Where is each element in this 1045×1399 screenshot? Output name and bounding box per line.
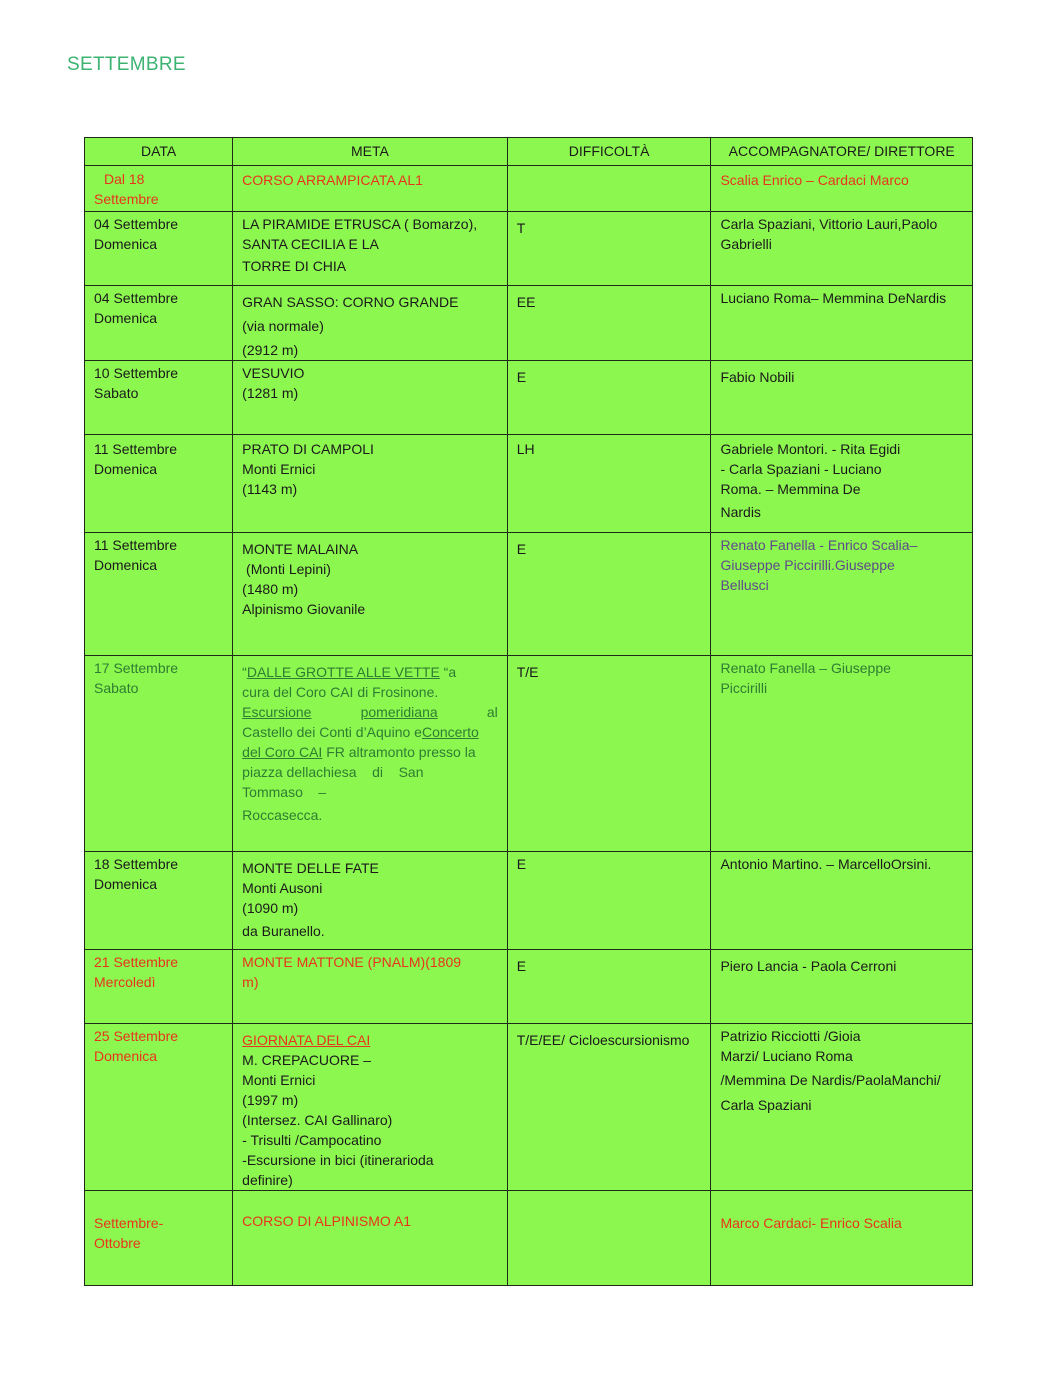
table-row bbox=[85, 950, 973, 1024]
cell-data: 17 Settembre Sabato bbox=[85, 656, 233, 852]
page-title: SETTEMBRE bbox=[67, 54, 186, 75]
cell-data: 11 Settembre Domenica bbox=[85, 435, 233, 533]
cell-accompagnatore: Luciano Roma– Memmina DeNardis bbox=[711, 286, 973, 361]
table-row bbox=[85, 1024, 973, 1191]
table-row bbox=[85, 435, 973, 533]
event-title-link[interactable]: DALLE GROTTE ALLE VETTE bbox=[246, 664, 440, 680]
cell-data: 04 Settembre Domenica bbox=[85, 212, 233, 286]
schedule-table bbox=[84, 137, 973, 1286]
cell-meta: MONTE MALAINA (Monti Lepini) (1480 m) Alpinismo Giovanile bbox=[233, 533, 508, 656]
cell-accompagnatore: Patrizio Ricciotti /Gioia Marzi/ Luciano Roma /Memmina De Nardis/PaolaManchi/ Carla Spaziani bbox=[711, 1024, 973, 1191]
cell-difficolta bbox=[507, 1191, 711, 1286]
header-accompagnatore: ACCOMPAGNATORE/ DIRETTORE bbox=[711, 138, 973, 166]
cell-accompagnatore: Renato Fanella - Enrico Scalia– Giuseppe Piccirilli.Giuseppe Bellusci bbox=[711, 533, 973, 656]
table-row bbox=[85, 286, 973, 361]
cell-meta: MONTE MATTONE (PNALM)(1809 m) bbox=[233, 950, 508, 1024]
cell-meta: CORSO DI ALPINISMO A1 bbox=[233, 1191, 508, 1286]
table-row bbox=[85, 533, 973, 656]
cell-meta: CORSO ARRAMPICATA AL1 bbox=[233, 166, 508, 212]
giornata-del-cai-link[interactable]: GIORNATA DEL CAI bbox=[242, 1032, 371, 1048]
cell-accompagnatore: Piero Lancia - Paola Cerroni bbox=[711, 950, 973, 1024]
cell-meta: MONTE DELLE FATE Monti Ausoni (1090 m) da Buranello. bbox=[233, 852, 508, 950]
cell-data: 21 Settembre Mercoledì bbox=[85, 950, 233, 1024]
cell-difficolta: E bbox=[507, 852, 711, 950]
table-header-row bbox=[85, 138, 973, 166]
cell-meta: PRATO DI CAMPOLI Monti Ernici (1143 m) bbox=[233, 435, 508, 533]
header-data: DATA bbox=[85, 138, 233, 166]
table-row bbox=[85, 1191, 973, 1286]
cell-data: 04 Settembre Domenica bbox=[85, 286, 233, 361]
cell-accompagnatore: Antonio Martino. – MarcelloOrsini. bbox=[711, 852, 973, 950]
cell-difficolta: EE bbox=[507, 286, 711, 361]
table-row bbox=[85, 212, 973, 286]
cell-accompagnatore: Gabriele Montori. - Rita Egidi - Carla Spaziani - Luciano Roma. – Memmina De Nardis bbox=[711, 435, 973, 533]
cell-difficolta bbox=[507, 166, 711, 212]
table-row bbox=[85, 166, 973, 212]
header-difficolta: DIFFICOLTÀ bbox=[507, 138, 711, 166]
cell-difficolta: E bbox=[507, 361, 711, 435]
header-meta: META bbox=[233, 138, 508, 166]
table-row bbox=[85, 852, 973, 950]
cell-accompagnatore: Renato Fanella – Giuseppe Piccirilli bbox=[711, 656, 973, 852]
cell-accompagnatore: Fabio Nobili bbox=[711, 361, 973, 435]
cell-meta: LA PIRAMIDE ETRUSCA ( Bomarzo), SANTA CECILIA E LA TORRE DI CHIA bbox=[233, 212, 508, 286]
cell-difficolta: LH bbox=[507, 435, 711, 533]
cell-data: Settembre- Ottobre bbox=[85, 1191, 233, 1286]
cell-accompagnatore: Marco Cardaci- Enrico Scalia bbox=[711, 1191, 973, 1286]
cell-difficolta: E bbox=[507, 533, 711, 656]
cell-difficolta: T/E bbox=[507, 656, 711, 852]
cell-meta: GRAN SASSO: CORNO GRANDE (via normale) (2912 m) bbox=[233, 286, 508, 361]
cell-meta: VESUVIO (1281 m) bbox=[233, 361, 508, 435]
cell-data: 25 Settembre Domenica bbox=[85, 1024, 233, 1191]
table-row bbox=[85, 656, 973, 852]
cell-data: Dal 18 Settembre bbox=[85, 166, 233, 212]
cell-accompagnatore: Scalia Enrico – Cardaci Marco bbox=[711, 166, 973, 212]
cell-meta: “DALLE GROTTE ALLE VETTE “a cura del Coro CAI di Frosinone. Escursione pomeridiana al Castello dei Conti d’Aquino eConcerto del Coro CAI FR altramonto presso la piazza dellachiesa di San Tommaso – Roccasecca. bbox=[233, 656, 508, 852]
cell-meta: GIORNATA DEL CAI M. CREPACUORE – Monti Ernici (1997 m) (Intersez. CAI Gallinaro) - Trisulti /Campocatino -Escursione in bici (itinerarioda definire) bbox=[233, 1024, 508, 1191]
cell-difficolta: T bbox=[507, 212, 711, 286]
cell-data: 11 Settembre Domenica bbox=[85, 533, 233, 656]
cell-difficolta: T/E/EE/ Cicloescursionismo bbox=[507, 1024, 711, 1191]
cell-difficolta: E bbox=[507, 950, 711, 1024]
table-row bbox=[85, 361, 973, 435]
cell-data: 18 Settembre Domenica bbox=[85, 852, 233, 950]
cell-data: 10 Settembre Sabato bbox=[85, 361, 233, 435]
cell-accompagnatore: Carla Spaziani, Vittorio Lauri,Paolo Gabrielli bbox=[711, 212, 973, 286]
